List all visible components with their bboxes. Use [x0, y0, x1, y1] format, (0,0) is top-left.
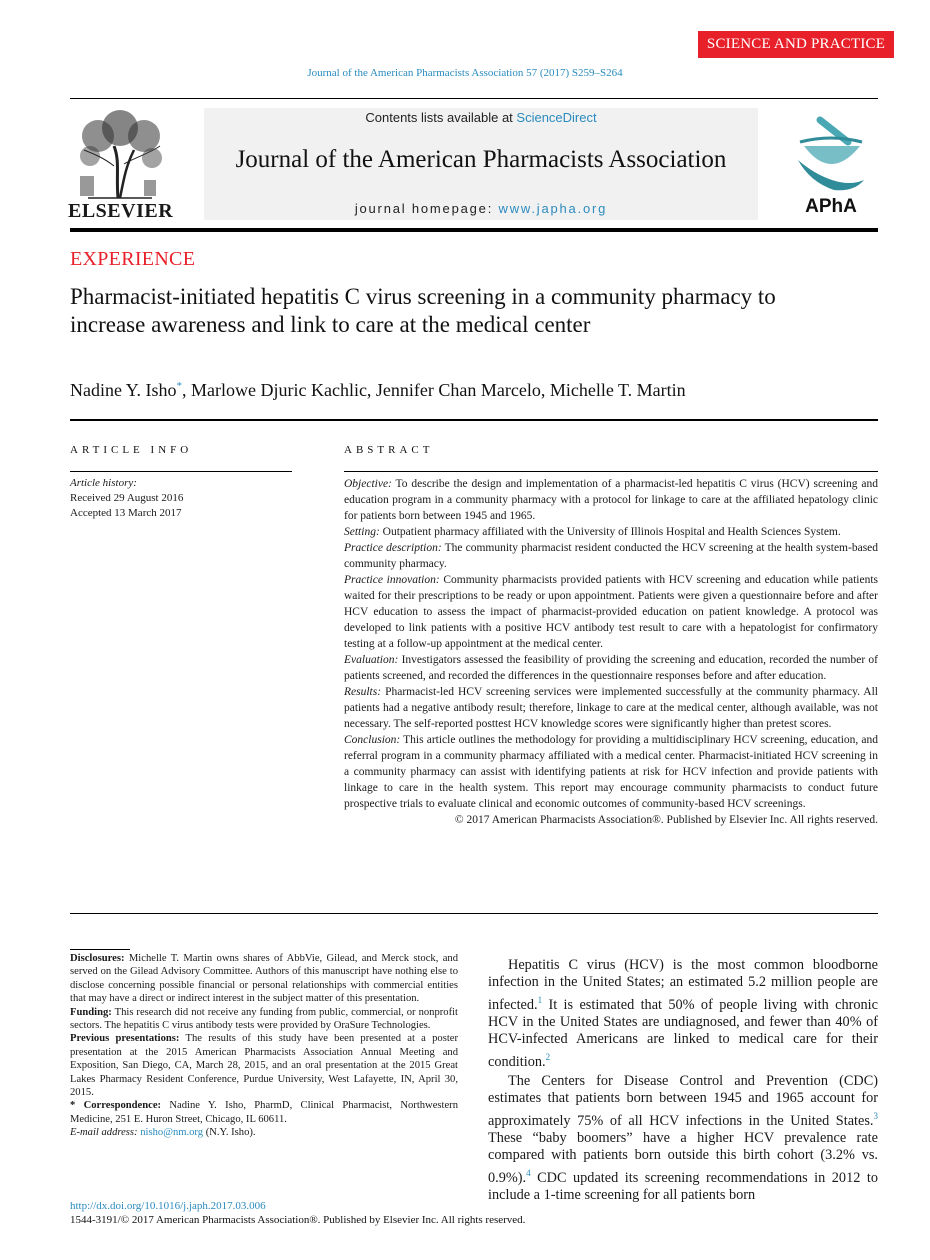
authors-rest: , Marlowe Djuric Kachlic, Jennifer Chan Marcelo, Michelle T. Martin	[182, 380, 686, 400]
footnote-label: Disclosures:	[70, 953, 125, 964]
reference-link[interactable]: 1	[537, 994, 543, 1005]
footnote-disclosures	[70, 952, 458, 1006]
abstract-setting	[344, 524, 878, 540]
abstract-evaluation	[344, 652, 878, 684]
section-tag: SCIENCE AND PRACTICE	[698, 31, 894, 58]
body-paragraph	[488, 957, 878, 1071]
abstract-objective	[344, 476, 878, 524]
author-list	[70, 380, 878, 401]
footnote-rule	[70, 949, 130, 950]
abstract-text: This article outlines the methodology for providing a multidisciplinary HCV screening, education, and referral program in a community pharmacy affiliated with a medical center. Pharmacist-initiated HCV screening in a community pharmacy can assist with identifying patients at risk for HCV infection and provide patients with linkage to care in the health system. This report may encourage community pharmacists to conduct future prospective trials to evaluate clinical and economic outcomes of community-based HCV screenings.	[344, 734, 878, 810]
article-type-label: EXPERIENCE	[70, 248, 196, 270]
abstract-practice-innovation	[344, 572, 878, 652]
footnote-label: Previous presentations:	[70, 1033, 180, 1045]
footnote-previous-presentations	[70, 1032, 458, 1099]
abstract-heading: ABSTRACT	[344, 444, 434, 456]
abstract-body	[344, 476, 878, 828]
body-text-column	[488, 957, 878, 1206]
abstract-conclusion	[344, 732, 878, 812]
email-label: E-mail address:	[70, 1127, 138, 1139]
abstract-end-rule	[70, 913, 878, 914]
abstract-label: Practice description:	[344, 542, 442, 554]
abstract-label: Conclusion:	[344, 734, 401, 746]
footnote-label: Funding:	[70, 1006, 112, 1018]
footnote-text: Michelle T. Martin owns shares of AbbVie, Gilead, and Merck stock, and served on the Gilead Advisory Committee. Authors of this manuscript have nothing else to disclose concerning possible financial or personal relationships with commercial entities that may have a direct or indirect interest in the subject matter of this presentation.	[70, 953, 458, 1005]
email-suffix: (N.Y. Isho).	[203, 1127, 256, 1139]
masthead	[204, 108, 758, 220]
abstract-label: Results:	[344, 686, 382, 698]
journal-homepage-line	[204, 201, 758, 216]
footnote-text: This research did not receive any funding from public, commercial, or nonprofit sectors. The hepatitis C virus antibody tests were provided by OraSure Technologies.	[70, 1006, 458, 1032]
history-label: Article history:	[70, 477, 137, 489]
body-text: These “baby boomers” have a higher HCV prevalence rate compared with patients born outside this birth cohort (3.2% vs. 0.9%).	[488, 1129, 878, 1186]
homepage-prefix: journal homepage:	[354, 201, 499, 216]
contents-available-line	[204, 110, 758, 125]
article-history	[70, 476, 292, 521]
abstract-label: Evaluation:	[344, 654, 399, 666]
reference-link[interactable]: 2	[545, 1051, 551, 1062]
article-info-subrule	[70, 471, 292, 472]
article-title: Pharmacist-initiated hepatitis C virus screening in a community pharmacy to increase awareness and link to care at the medical center	[70, 284, 776, 337]
author-first: Nadine Y. Isho	[70, 380, 177, 400]
abstract-subrule	[344, 471, 878, 472]
body-text: The Centers for Disease Control and Prevention (CDC) estimates that patients born between 1945 and 1965 account for approximately 75% of all HCV infections in the United States.	[488, 1072, 878, 1129]
elsevier-wordmark: ELSEVIER	[68, 200, 174, 222]
issn-copyright: 1544-3191/© 2017 American Pharmacists Association®. Published by Elsevier Inc. All rights reserved.	[70, 1214, 526, 1226]
footnotes	[70, 952, 458, 1140]
footnote-text: Nadine Y. Isho, PharmD, Clinical Pharmacist, Northwestern Medicine, 251 E. Huron Street, Chicago, IL 60611.	[70, 1100, 458, 1125]
abstract-text: Investigators assessed the feasibility of providing the screening and education, recorded the number of patients screened, and recorded the differences in the questionnaire responses before and after education.	[344, 654, 878, 682]
body-text: It is estimated that 50% of people living with chronic HCV in the United States are undiagnosed, and fewer than 40% of HCV-infected Americans are linked to medical care for their condition.	[488, 996, 878, 1070]
doi-link[interactable]: http://dx.doi.org/10.1016/j.japh.2017.03.006	[70, 1200, 266, 1212]
reference-link[interactable]: 4	[526, 1167, 531, 1178]
journal-title: Journal of the American Pharmacists Association	[235, 146, 727, 173]
masthead-bottom-rule	[70, 228, 878, 232]
apha-wordmark: APhA	[805, 196, 857, 217]
abstract-practice-description	[344, 540, 878, 572]
article-info-heading: ARTICLE INFO	[70, 444, 193, 456]
contents-prefix: Contents lists available at	[365, 110, 517, 125]
abstract-text: To describe the design and implementation of a pharmacist-led hepatitis C virus (HCV) screening and education program in a community pharmacy with a protocol for linkage to care at the affiliated hepatology clinic for patients born between 1945 and 1965.	[344, 478, 878, 522]
abstract-label: Practice innovation:	[344, 574, 440, 586]
abstract-results	[344, 684, 878, 732]
body-paragraph	[488, 1073, 878, 1204]
accepted-date: Accepted 13 March 2017	[70, 507, 182, 519]
article-info-rule	[70, 419, 878, 421]
apha-mortar-pestle-logo	[790, 112, 872, 202]
correspondence-marker-link[interactable]: *	[176, 380, 182, 392]
footnote-email	[70, 1126, 458, 1139]
body-text: CDC updated its screening recommendations in 2012 to include a 1-time screening for all patients born	[488, 1169, 878, 1203]
email-link[interactable]: nisho@nm.org	[140, 1127, 204, 1139]
journal-citation-link[interactable]: Journal of the American Pharmacists Association 57 (2017) S259–S264	[307, 67, 623, 79]
abstract-text: Community pharmacists provided patients with HCV screening and education while patients waited for their prescriptions to be ready or upon appointment. Patients were given a questionnaire before and after HCV education to assess the impact of pharmacist-provided education on patient knowledge. A protocol was developed to link patients with a positive HCV antibody test result to care with a hepatologist for confirmatory testing at a follow-up appointment at the medical center.	[344, 574, 879, 650]
top-rule	[70, 98, 878, 99]
abstract-label: Setting:	[344, 526, 380, 538]
footnote-text: The results of this study have been presented at a poster presentation at the 2015 American Pharmacists Association Annual Meeting and Exposition, San Diego, CA, March 28, 2015, and an oral presentation at the 2015 Great Lakes Pharmacy Resident Conference, Purdue University, West Lafayette, IN, April 30, 2015.	[70, 1033, 458, 1099]
footnote-label: * Correspondence:	[70, 1100, 162, 1112]
body-text: Hepatitis C virus (HCV) is the most common bloodborne infection in the United States; an estimated 5.2 million people are infected.	[488, 957, 878, 1013]
abstract-copyright: © 2017 American Pharmacists Association®. Published by Elsevier Inc. All rights reserved.	[454, 814, 878, 826]
footnote-correspondence	[70, 1099, 458, 1126]
abstract-text: Pharmacist-led HCV screening services were implemented successfully at the community pharmacy. All patients had a negative antibody result; therefore, linkage to care at the medical center, although available, was not necessary. The self-reported posttest HCV knowledge scores were significantly higher than pretest scores.	[344, 686, 879, 730]
abstract-label: Objective:	[344, 478, 392, 490]
sciencedirect-link[interactable]: ScienceDirect	[516, 110, 597, 125]
footnote-funding	[70, 1006, 458, 1033]
homepage-link[interactable]: www.japha.org	[498, 201, 608, 216]
received-date: Received 29 August 2016	[70, 492, 184, 504]
abstract-text: The community pharmacist resident conducted the HCV screening at the health system-based community pharmacy.	[344, 542, 879, 570]
abstract-text: Outpatient pharmacy affiliated with the University of Illinois Hospital and Health Sciences System.	[382, 526, 841, 538]
reference-link[interactable]: 3	[873, 1110, 878, 1121]
